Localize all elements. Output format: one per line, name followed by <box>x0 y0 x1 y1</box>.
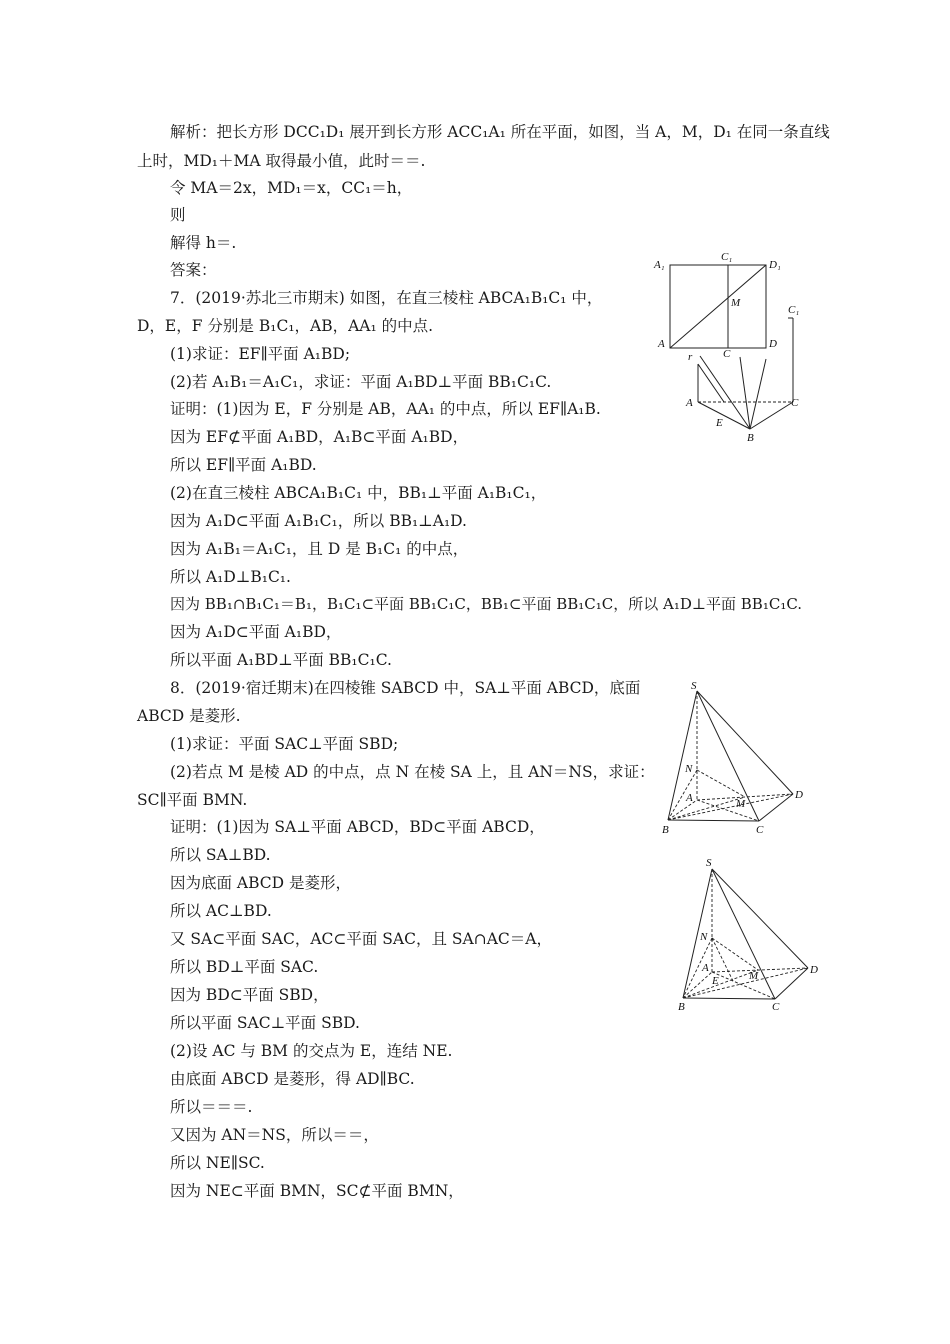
label-r: r <box>688 351 693 363</box>
label-E: E <box>716 417 723 429</box>
text-line: 因为 NE⊂平面 BMN，SC⊄平面 BMN， <box>170 1182 464 1200</box>
text-line: 证明：(1)因为 SA⊥平面 ABCD，BD⊂平面 ABCD， <box>170 818 545 836</box>
text-line: D，E，F 分别是 B₁C₁，AB，AA₁ 的中点. <box>137 317 434 335</box>
text-line: 所以平面 SAC⊥平面 SBD. <box>170 1014 360 1032</box>
text-line: 因为 BD⊂平面 SBD， <box>170 986 329 1004</box>
text-line: 所以 NE∥SC. <box>170 1154 265 1172</box>
text-line: (2)若点 M 是棱 AD 的中点，点 N 在棱 SA 上，且 AN＝NS，求证： <box>170 763 655 781</box>
label-A: A <box>686 397 693 409</box>
label-B: B <box>662 824 669 836</box>
label-C1: C₁ <box>788 304 800 316</box>
label-D1: D₁ <box>769 259 781 271</box>
text-line: 又因为 AN＝NS，所以＝＝， <box>170 1126 379 1144</box>
text-line: (2)设 AC 与 BM 的交点为 E，连结 NE. <box>170 1042 453 1060</box>
text-line: (2)在直三棱柱 ABCA₁B₁C₁ 中，BB₁⊥平面 A₁B₁C₁， <box>170 484 547 502</box>
text-line: ABCD 是菱形. <box>137 707 241 725</box>
text-line: 因为 BB₁∩B₁C₁＝B₁，B₁C₁⊂平面 BB₁C₁C，BB₁⊂平面 BB₁C₁C，所以 A₁D⊥平面 BB₁C₁C. <box>170 595 803 613</box>
text-line: 所以＝＝＝. <box>170 1098 253 1116</box>
label-C: C <box>791 397 799 409</box>
text-line: 所以 BD⊥平面 SAC. <box>170 958 319 976</box>
text-line: 因为 A₁D⊂平面 A₁BD， <box>170 623 342 641</box>
text-line: 则 <box>170 206 186 224</box>
text-line: 所以平面 A₁BD⊥平面 BB₁C₁C. <box>170 651 392 669</box>
label-C: C <box>756 824 764 836</box>
text-line: 又 SA⊂平面 SAC，AC⊂平面 SAC，且 SA∩AC＝A， <box>170 930 552 948</box>
text-line: 因为 A₁D⊂平面 A₁B₁C₁，所以 BB₁⊥A₁D. <box>170 512 467 530</box>
label-M: M <box>749 970 759 982</box>
text-line: 解析：把长方形 DCC₁D₁ 展开到长方形 ACC₁A₁ 所在平面，如图，当 A，M，D₁ 在同一条直线 <box>170 123 830 141</box>
text-line: (1)求证：EF∥平面 A₁BD; <box>170 345 351 363</box>
label-A: A <box>658 338 665 350</box>
text-line: 所以 SA⊥BD. <box>170 846 271 864</box>
question-7-title: 7．(2019·苏北三市期末) 如图，在直三棱柱 ABCA₁B₁C₁ 中， <box>170 289 603 307</box>
text-line: SC∥平面 BMN. <box>137 791 248 809</box>
label-A: A <box>686 792 693 804</box>
label-C: C <box>723 348 731 360</box>
label-N: N <box>685 763 693 775</box>
text-line: 因为底面 ABCD 是菱形， <box>170 874 352 892</box>
text-line: 解得 h＝. <box>170 234 237 252</box>
text-line: 证明：(1)因为 E，F 分别是 AB，AA₁ 的中点，所以 EF∥A₁B. <box>170 400 601 418</box>
pyramid-figure-2 <box>670 854 830 1016</box>
text-line: 所以 AC⊥BD. <box>170 902 272 920</box>
prism-figure <box>680 298 810 443</box>
label-D: D <box>810 964 818 976</box>
label-A: A <box>702 962 709 974</box>
text-line: 所以 A₁D⊥B₁C₁. <box>170 568 291 586</box>
label-C: C <box>772 1001 780 1013</box>
label-B: B <box>678 1001 685 1013</box>
label-A1: A₁ <box>654 259 665 271</box>
text-line: 由底面 ABCD 是菱形，得 AD∥BC. <box>170 1070 415 1088</box>
label-S: S <box>691 680 697 692</box>
text-line: (1)求证：平面 SAC⊥平面 SBD; <box>170 735 399 753</box>
label-D: D <box>795 789 803 801</box>
text-line: 上时，MD₁＋MA 取得最小值，此时＝＝. <box>137 152 426 170</box>
text-line: 因为 EF⊄平面 A₁BD，A₁B⊂平面 A₁BD， <box>170 428 469 446</box>
label-D: D <box>769 338 777 350</box>
question-8-title: 8．(2019·宿迁期末)在四棱锥 SABCD 中，SA⊥平面 ABCD，底面 <box>170 679 641 697</box>
label-S: S <box>706 857 712 869</box>
text-line: 令 MA＝2x，MD₁＝x，CC₁＝h， <box>170 179 413 197</box>
label-N: N <box>700 931 708 943</box>
label-C1: C₁ <box>721 251 733 263</box>
label-E: E <box>712 975 719 987</box>
text-line: (2)若 A₁B₁＝A₁C₁，求证：平面 A₁BD⊥平面 BB₁C₁C. <box>170 373 552 391</box>
label-M: M <box>736 798 746 810</box>
label-B: B <box>747 432 754 443</box>
text-line: 所以 EF∥平面 A₁BD. <box>170 456 317 474</box>
label-M: M <box>731 297 741 309</box>
text-line: 答案： <box>170 261 217 279</box>
text-line: 因为 A₁B₁＝A₁C₁，且 D 是 B₁C₁ 的中点， <box>170 540 469 558</box>
pyramid-figure-1 <box>655 678 825 838</box>
